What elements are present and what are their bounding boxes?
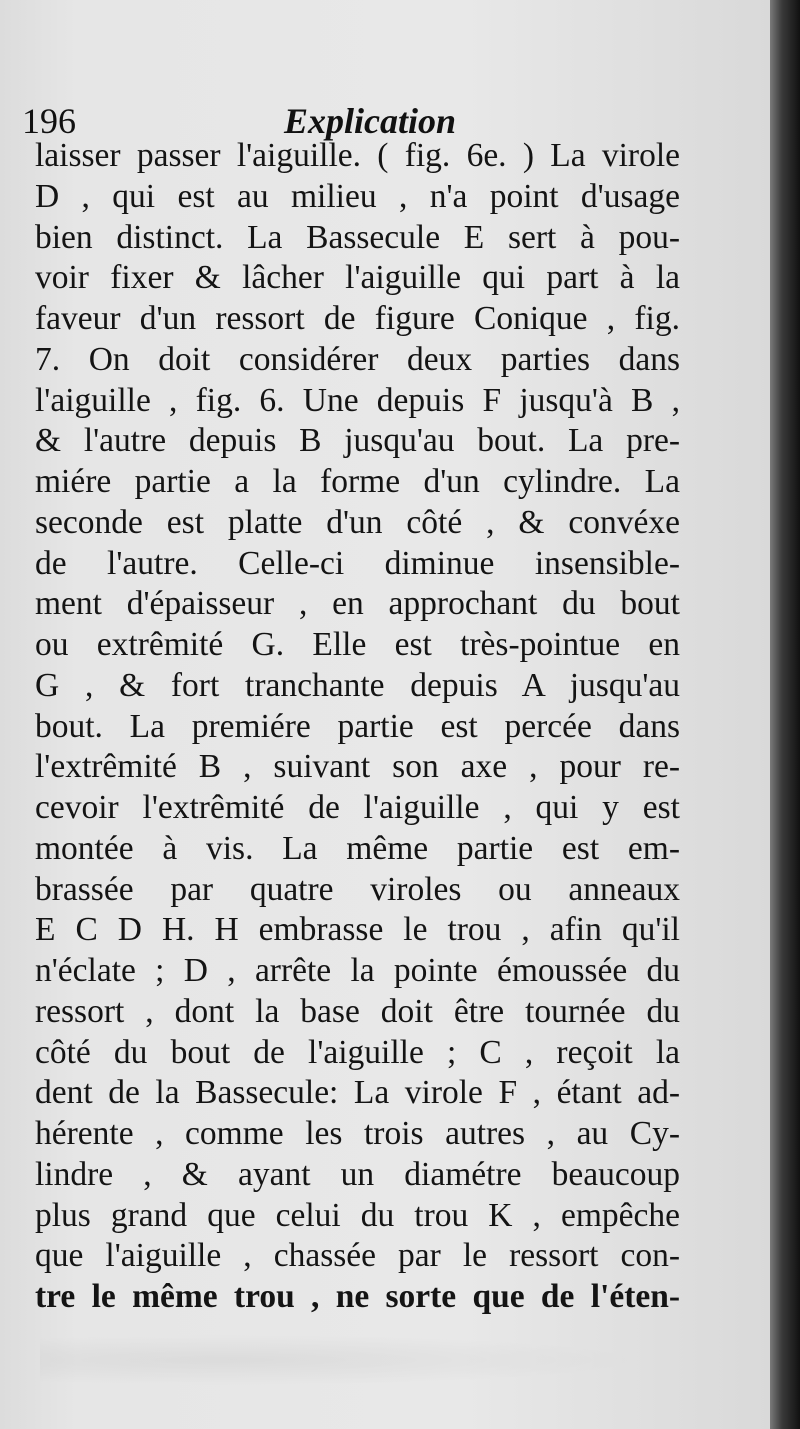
text-line: ment d'épaisseur , en approchant du bout xyxy=(35,585,680,623)
text-line: l'aiguille , fig. 6. Une depuis F jusqu'à B , xyxy=(35,381,680,419)
text-line: 7. On doit considérer deux parties dans xyxy=(35,340,680,378)
text-line: miére partie a la forme d'un cylindre. La xyxy=(35,463,680,500)
text-line: cevoir l'extrêmité de l'aiguille , qui y est xyxy=(35,789,680,826)
text-line: voir fixer & lâcher l'aiguille qui part à la xyxy=(35,259,680,297)
running-head: Explication xyxy=(284,101,457,141)
page-number: 196 xyxy=(22,101,76,141)
text-line: hérente , comme les trois autres , au Cy- xyxy=(35,1115,680,1152)
text-line: l'extrêmité B , suivant son axe , pour re- xyxy=(35,748,680,786)
text-line: faveur d'un ressort de figure Conique , fig. xyxy=(35,300,680,337)
show-through-shadow xyxy=(40,1330,720,1390)
text-line: n'éclate ; D , arrête la pointe émoussée du xyxy=(35,952,680,989)
body-text xyxy=(35,136,680,1318)
text-line: ressort , dont la base doit être tournée du xyxy=(35,992,680,1030)
text-line: tre le même trou , ne sorte que de l'éten- xyxy=(35,1278,680,1315)
text-line: dent de la Bassecule: La virole F , étant ad- xyxy=(35,1074,680,1112)
text-line: E C D H. H embrasse le trou , afin qu'il xyxy=(35,911,680,949)
text-line: D , qui est au milieu , n'a point d'usage xyxy=(35,177,680,215)
text-line: lindre , & ayant un diamétre beaucoup xyxy=(35,1155,680,1193)
text-line: bien distinct. La Bassecule E sert à pou- xyxy=(35,218,680,256)
text-line: laisser passer l'aiguille. ( fig. 6e. ) La virole xyxy=(35,137,680,174)
binding-edge xyxy=(770,0,800,1429)
text-line: seconde est platte d'un côté , & convéxe xyxy=(35,503,680,541)
text-line: & l'autre depuis B jusqu'au bout. La pre- xyxy=(35,422,680,460)
text-line: plus grand que celui du trou K , empêche xyxy=(35,1196,680,1234)
text-line: ou extrêmité G. Elle est très-pointue en xyxy=(35,626,680,663)
text-line: que l'aiguille , chassée par le ressort con- xyxy=(35,1237,680,1275)
text-line: côté du bout de l'aiguille ; C , reçoit la xyxy=(35,1033,680,1071)
text-line: bout. La premiére partie est percée dans xyxy=(35,707,680,745)
text-line: brassée par quatre viroles ou anneaux xyxy=(35,870,680,908)
text-line: G , & fort tranchante depuis A jusqu'au xyxy=(35,666,680,704)
text-line: montée à vis. La même partie est em- xyxy=(35,829,680,867)
text-line: de l'autre. Celle-ci diminue insensible- xyxy=(35,544,680,582)
